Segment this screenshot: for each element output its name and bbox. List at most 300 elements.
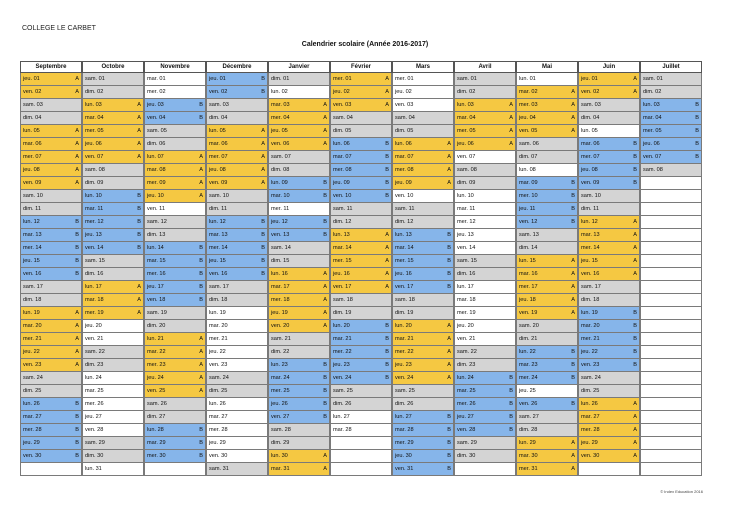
month-column: [144, 61, 206, 463]
day-label: dim. 30: [457, 453, 476, 459]
day-cell: [454, 203, 516, 216]
day-label: jeu. 20: [85, 323, 102, 329]
week-type: A: [385, 89, 389, 95]
week-type: A: [633, 414, 637, 420]
day-cell: [578, 398, 640, 411]
week-type: B: [633, 349, 637, 355]
day-cell: [82, 268, 144, 281]
week-type: A: [509, 141, 513, 147]
day-label: mer. 05: [457, 128, 476, 134]
day-label: mer. 28: [581, 427, 600, 433]
day-label: mar. 11: [457, 206, 476, 212]
day-cell: [144, 216, 206, 229]
day-cell: [144, 242, 206, 255]
week-type: B: [199, 102, 203, 108]
day-cell: [330, 333, 392, 346]
day-label: jeu. 17: [147, 284, 164, 290]
day-label: dim. 18: [581, 297, 600, 303]
month-column: [82, 61, 144, 472]
week-type: A: [633, 89, 637, 95]
day-cell: [330, 255, 392, 268]
day-cell: [206, 86, 268, 99]
day-label: sam. 03: [23, 102, 43, 108]
day-cell: [82, 242, 144, 255]
day-cell: [206, 333, 268, 346]
week-type: A: [323, 128, 327, 134]
week-type: B: [199, 258, 203, 264]
day-label: lun. 24: [85, 375, 102, 381]
day-label: sam. 01: [457, 76, 477, 82]
day-cell: [516, 190, 578, 203]
week-type: B: [571, 349, 575, 355]
day-label: ven. 14: [457, 245, 476, 251]
day-label: dim. 30: [85, 453, 104, 459]
week-type: B: [137, 232, 141, 238]
day-label: ven. 17: [395, 284, 414, 290]
day-cell: [516, 216, 578, 229]
month-header: Janvier: [268, 61, 330, 73]
day-cell: [268, 73, 330, 86]
day-cell: [206, 190, 268, 203]
day-label: sam. 13: [519, 232, 539, 238]
day-label: dim. 12: [333, 219, 352, 225]
week-type: A: [385, 102, 389, 108]
month-column: [454, 61, 516, 463]
day-label: ven. 28: [85, 427, 104, 433]
day-label: ven. 18: [147, 297, 166, 303]
day-cell: [578, 125, 640, 138]
day-label: jeu. 01: [23, 76, 40, 82]
day-label: mer. 26: [85, 401, 104, 407]
week-type: A: [199, 154, 203, 160]
day-label: mar. 03: [271, 102, 290, 108]
day-label: sam. 29: [85, 440, 105, 446]
day-cell: [268, 359, 330, 372]
day-label: ven. 02: [23, 89, 42, 95]
week-type: B: [571, 362, 575, 368]
week-type: A: [137, 141, 141, 147]
day-label: dim. 25: [581, 388, 600, 394]
day-label: ven. 25: [147, 388, 166, 394]
day-label: mer. 18: [271, 297, 290, 303]
day-cell: [454, 294, 516, 307]
day-label: sam. 26: [147, 401, 167, 407]
day-label: dim. 16: [85, 271, 104, 277]
week-type: A: [571, 258, 575, 264]
week-type: A: [633, 76, 637, 82]
day-cell: [20, 307, 82, 320]
day-cell: [578, 268, 640, 281]
day-label: sam. 10: [209, 193, 229, 199]
day-cell: [268, 424, 330, 437]
day-cell: [144, 203, 206, 216]
month-column: [268, 61, 330, 472]
day-label: lun. 27: [333, 414, 350, 420]
day-cell: [82, 138, 144, 151]
week-type: A: [199, 388, 203, 394]
week-type: B: [199, 427, 203, 433]
day-cell: [454, 450, 516, 463]
day-cell: [454, 268, 516, 281]
day-cell: [454, 112, 516, 125]
week-type: A: [447, 167, 451, 173]
week-type: B: [447, 466, 451, 472]
day-label: ven. 13: [271, 232, 290, 238]
empty-cell: [640, 242, 702, 255]
day-cell: [268, 112, 330, 125]
day-label: dim. 23: [457, 362, 476, 368]
day-cell: [516, 99, 578, 112]
day-label: dim. 29: [271, 440, 290, 446]
day-cell: [20, 255, 82, 268]
day-label: mar. 04: [85, 115, 104, 121]
day-label: mar. 09: [519, 180, 538, 186]
day-cell: [206, 294, 268, 307]
day-cell: [268, 138, 330, 151]
week-type: B: [323, 362, 327, 368]
week-type: B: [261, 76, 265, 82]
week-type: A: [447, 349, 451, 355]
day-label: lun. 12: [209, 219, 226, 225]
month-header: Mai: [516, 61, 578, 73]
day-label: lun. 19: [23, 310, 40, 316]
day-label: ven. 03: [395, 102, 414, 108]
empty-cell: [640, 424, 702, 437]
day-cell: [516, 333, 578, 346]
day-cell: [206, 229, 268, 242]
day-cell: [82, 450, 144, 463]
day-cell: [392, 307, 454, 320]
day-label: jeu. 12: [271, 219, 288, 225]
day-label: mer. 22: [333, 349, 352, 355]
day-cell: [392, 229, 454, 242]
day-cell: [578, 359, 640, 372]
day-label: lun. 12: [581, 219, 598, 225]
day-label: sam. 25: [333, 388, 353, 394]
empty-cell: [454, 463, 516, 476]
week-type: B: [447, 414, 451, 420]
day-label: dim. 14: [519, 245, 538, 251]
day-label: sam. 24: [209, 375, 229, 381]
day-cell: [144, 424, 206, 437]
empty-cell: [640, 359, 702, 372]
week-type: A: [385, 258, 389, 264]
day-label: ven. 04: [147, 115, 166, 121]
day-cell: [454, 229, 516, 242]
day-label: jeu. 08: [209, 167, 226, 173]
day-cell: [144, 450, 206, 463]
day-label: mar. 31: [271, 466, 290, 472]
empty-cell: [640, 372, 702, 385]
day-cell: [144, 99, 206, 112]
day-label: ven. 16: [209, 271, 228, 277]
week-type: A: [509, 115, 513, 121]
day-label: jeu. 13: [85, 232, 102, 238]
day-cell: [268, 164, 330, 177]
day-label: sam. 04: [333, 115, 353, 121]
week-type: B: [571, 206, 575, 212]
week-type: A: [323, 453, 327, 459]
day-cell: [206, 372, 268, 385]
day-cell: [516, 424, 578, 437]
day-cell: [330, 346, 392, 359]
day-label: ven. 07: [457, 154, 476, 160]
empty-cell: [640, 450, 702, 463]
day-label: mer. 26: [457, 401, 476, 407]
day-cell: [206, 255, 268, 268]
day-label: dim. 25: [23, 388, 42, 394]
day-label: ven. 21: [457, 336, 476, 342]
day-label: ven. 24: [333, 375, 352, 381]
day-cell: [330, 99, 392, 112]
month-column: [20, 61, 82, 463]
empty-cell: [330, 463, 392, 476]
week-type: A: [199, 336, 203, 342]
week-type: A: [75, 167, 79, 173]
day-cell: [268, 125, 330, 138]
day-cell: [516, 242, 578, 255]
day-label: sam. 10: [23, 193, 43, 199]
day-cell: [82, 177, 144, 190]
week-type: B: [137, 193, 141, 199]
day-label: mar. 23: [519, 362, 538, 368]
week-type: A: [75, 349, 79, 355]
empty-cell: [640, 294, 702, 307]
day-cell: [268, 255, 330, 268]
week-type: A: [571, 128, 575, 134]
day-label: ven. 19: [519, 310, 538, 316]
day-cell: [330, 203, 392, 216]
day-label: mer. 19: [85, 310, 104, 316]
day-cell: [578, 229, 640, 242]
week-type: A: [571, 466, 575, 472]
week-type: B: [447, 440, 451, 446]
week-type: B: [75, 440, 79, 446]
week-type: B: [571, 375, 575, 381]
week-type: A: [199, 180, 203, 186]
day-cell: [640, 138, 702, 151]
day-cell: [206, 99, 268, 112]
day-label: lun. 31: [85, 466, 102, 472]
day-label: ven. 24: [395, 375, 414, 381]
day-label: lun. 13: [395, 232, 412, 238]
week-type: A: [633, 453, 637, 459]
day-cell: [82, 281, 144, 294]
week-type: A: [385, 284, 389, 290]
week-type: B: [75, 453, 79, 459]
day-cell: [330, 242, 392, 255]
week-type: A: [199, 193, 203, 199]
day-cell: [516, 359, 578, 372]
day-label: jeu. 18: [519, 297, 536, 303]
day-label: sam. 04: [395, 115, 415, 121]
day-label: jeu. 24: [147, 375, 164, 381]
day-cell: [330, 190, 392, 203]
day-label: mar. 06: [581, 141, 600, 147]
day-label: lun. 05: [23, 128, 40, 134]
day-cell: [392, 86, 454, 99]
day-cell: [640, 73, 702, 86]
day-label: mar. 06: [23, 141, 42, 147]
day-label: sam. 20: [519, 323, 539, 329]
day-label: mar. 04: [643, 115, 662, 121]
week-type: A: [75, 154, 79, 160]
day-cell: [392, 294, 454, 307]
day-label: mer. 28: [23, 427, 42, 433]
day-cell: [82, 346, 144, 359]
day-label: dim. 04: [23, 115, 42, 121]
week-type: B: [633, 336, 637, 342]
empty-cell: [640, 346, 702, 359]
day-label: jeu. 16: [333, 271, 350, 277]
day-cell: [144, 229, 206, 242]
day-cell: [454, 320, 516, 333]
day-label: ven. 23: [209, 362, 228, 368]
day-cell: [392, 281, 454, 294]
day-cell: [20, 216, 82, 229]
week-type: A: [385, 245, 389, 251]
day-label: dim. 08: [271, 167, 290, 173]
day-cell: [392, 99, 454, 112]
day-label: sam. 25: [395, 388, 415, 394]
week-type: A: [633, 440, 637, 446]
day-cell: [268, 385, 330, 398]
week-type: B: [261, 89, 265, 95]
week-type: A: [261, 180, 265, 186]
day-cell: [268, 346, 330, 359]
day-cell: [206, 281, 268, 294]
day-label: mer. 15: [333, 258, 352, 264]
month-header: Février: [330, 61, 392, 73]
week-type: B: [323, 401, 327, 407]
day-label: dim. 19: [333, 310, 352, 316]
day-label: dim. 26: [333, 401, 352, 407]
week-type: B: [137, 245, 141, 251]
day-label: mar. 25: [457, 388, 476, 394]
week-type: B: [385, 141, 389, 147]
day-label: ven. 31: [395, 466, 414, 472]
day-cell: [578, 73, 640, 86]
empty-cell: [640, 190, 702, 203]
day-cell: [206, 463, 268, 476]
day-cell: [206, 307, 268, 320]
day-cell: [144, 411, 206, 424]
week-type: B: [385, 336, 389, 342]
day-label: mar. 13: [23, 232, 42, 238]
day-cell: [392, 333, 454, 346]
day-label: mar. 17: [271, 284, 290, 290]
day-label: jeu. 15: [581, 258, 598, 264]
day-cell: [516, 138, 578, 151]
week-type: B: [695, 128, 699, 134]
day-cell: [268, 203, 330, 216]
day-cell: [330, 86, 392, 99]
day-cell: [516, 398, 578, 411]
day-cell: [392, 112, 454, 125]
week-type: B: [509, 401, 513, 407]
week-type: A: [633, 219, 637, 225]
day-label: mar. 28: [395, 427, 414, 433]
day-label: mer. 11: [271, 206, 290, 212]
day-cell: [82, 229, 144, 242]
day-cell: [144, 255, 206, 268]
day-label: sam. 17: [23, 284, 43, 290]
day-cell: [392, 359, 454, 372]
empty-cell: [640, 229, 702, 242]
day-cell: [20, 112, 82, 125]
day-cell: [392, 190, 454, 203]
day-label: lun. 29: [519, 440, 536, 446]
day-label: mer. 21: [209, 336, 228, 342]
day-cell: [206, 411, 268, 424]
day-label: mer. 04: [271, 115, 290, 121]
day-label: sam. 17: [209, 284, 229, 290]
day-cell: [144, 398, 206, 411]
week-type: A: [75, 362, 79, 368]
school-name: COLLEGE LE CARBET: [22, 25, 96, 32]
week-type: A: [447, 154, 451, 160]
day-label: sam. 19: [147, 310, 167, 316]
day-cell: [268, 398, 330, 411]
day-label: sam. 12: [147, 219, 167, 225]
day-cell: [268, 450, 330, 463]
day-cell: [330, 112, 392, 125]
week-type: A: [75, 323, 79, 329]
day-label: mar. 20: [209, 323, 228, 329]
day-cell: [20, 229, 82, 242]
day-cell: [578, 99, 640, 112]
day-cell: [578, 307, 640, 320]
week-type: A: [571, 284, 575, 290]
day-label: mer. 10: [519, 193, 538, 199]
day-label: dim. 23: [85, 362, 104, 368]
day-cell: [82, 333, 144, 346]
day-label: mer. 21: [581, 336, 600, 342]
day-cell: [268, 463, 330, 476]
day-label: lun. 03: [643, 102, 660, 108]
empty-cell: [640, 463, 702, 476]
month-header: Avril: [454, 61, 516, 73]
day-cell: [82, 112, 144, 125]
week-type: B: [695, 102, 699, 108]
day-label: mer. 24: [519, 375, 538, 381]
day-cell: [454, 164, 516, 177]
day-label: mer. 31: [519, 466, 538, 472]
day-cell: [640, 99, 702, 112]
day-cell: [20, 346, 82, 359]
day-cell: [330, 385, 392, 398]
month-column: [640, 61, 702, 463]
day-cell: [392, 203, 454, 216]
day-cell: [516, 86, 578, 99]
day-cell: [578, 294, 640, 307]
day-cell: [268, 190, 330, 203]
day-label: jeu. 15: [209, 258, 226, 264]
day-label: lun. 12: [23, 219, 40, 225]
day-cell: [144, 151, 206, 164]
day-cell: [640, 151, 702, 164]
day-label: mer. 03: [519, 102, 538, 108]
week-type: B: [75, 414, 79, 420]
week-type: B: [695, 141, 699, 147]
day-label: mar. 20: [581, 323, 600, 329]
day-label: jeu. 01: [209, 76, 226, 82]
day-cell: [20, 411, 82, 424]
week-type: A: [137, 284, 141, 290]
day-label: lun. 10: [457, 193, 474, 199]
day-label: dim. 26: [395, 401, 414, 407]
day-label: ven. 02: [581, 89, 600, 95]
